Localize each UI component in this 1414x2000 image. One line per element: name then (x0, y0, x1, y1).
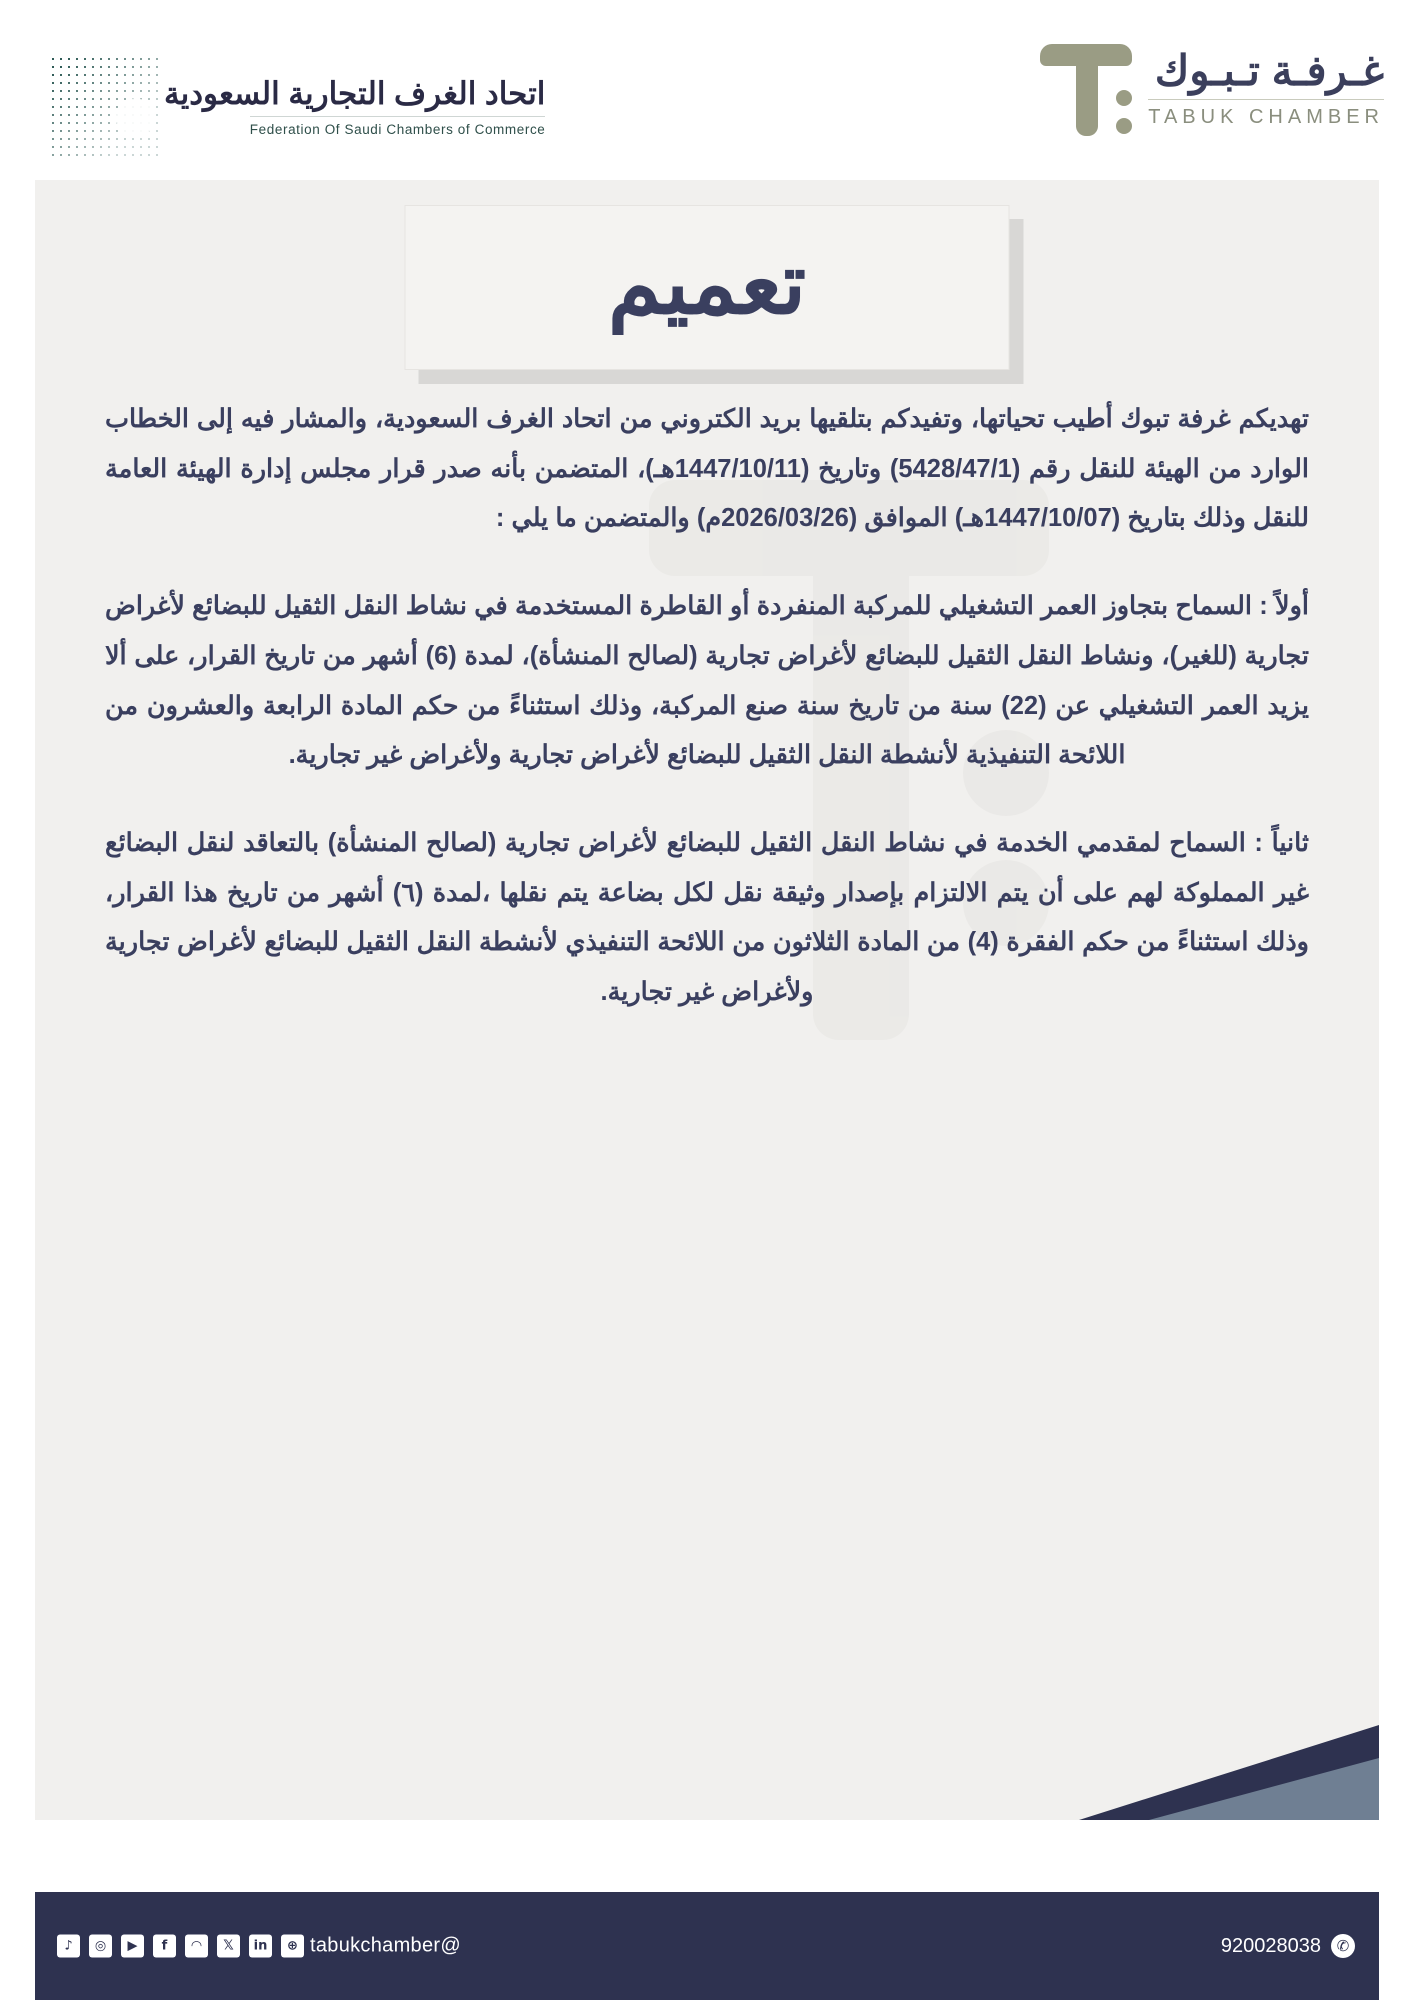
tiktok-icon[interactable]: ♪ (57, 1935, 80, 1958)
document-sheet (35, 180, 1379, 1820)
document-body (105, 395, 1309, 1056)
federation-arabic-name: اتحاد الغرف التجارية السعودية (164, 76, 546, 111)
youtube-icon[interactable]: ▶ (121, 1935, 144, 1958)
page-title: تعميم (607, 235, 807, 332)
instagram-icon[interactable]: ◎ (89, 1935, 112, 1958)
snapchat-icon[interactable]: ◠ (185, 1935, 208, 1958)
paragraph-clause-first: أولاً : السماح بتجاوز العمر التشغيلي للمركبة المنفردة أو القاطرة المستخدمة في نشاط النقل الثقيل للبضائع لأغراض تجارية (للغير)، ونشاط النقل الثقيل للبضائع لأغراض تجارية (لصالح المنشأة)، لمدة (6) أشهر من تاريخ القرار، على ألا يزيد العمر التشغيلي عن (22) سنة من تاريخ سنة صنع المركبة، وذلك استثناءً من حكم المادة الرابعة والعشرون من اللائحة التنفيذية لأنشطة النقل الثقيل للبضائع لأغراض تجارية ولأغراض غير تجارية. (105, 592, 1309, 770)
linkedin-icon[interactable]: in (249, 1935, 272, 1958)
dotted-gradient-logo-icon (49, 55, 164, 160)
page-header (0, 0, 1414, 180)
page-footer (35, 1892, 1379, 2000)
social-handle[interactable]: @tabukchamber (310, 1934, 461, 1957)
tabuk-logo-text (1148, 46, 1384, 129)
whatsapp-contact[interactable] (1221, 1934, 1355, 1958)
whatsapp-number: 920028038 (1220, 1934, 1321, 1957)
x-twitter-icon[interactable]: 𝕏 (217, 1935, 240, 1958)
paragraph-clause-second: ثانياً : السماح لمقدمي الخدمة في نشاط النقل الثقيل للبضائع لأغراض تجارية (لصالح المنشأة) بالتعاقد لنقل البضائع غير المملوكة لهم على أن يتم الالتزام بإصدار وثيقة نقل لكل بضاعة يتم نقلها ،لمدة (٦) أشهر من تاريخ هذا القرار، وذلك استثناءً من حكم الفقرة (4) من المادة الثلاثون من اللائحة التنفيذي لأنشطة النقل الثقيل للبضائع لأغراض تجارية ولأغراض غير تجارية. (105, 829, 1309, 1007)
website-icon[interactable]: ⊕ (281, 1935, 304, 1958)
paragraph-intro: تهديكم غرفة تبوك أطيب تحياتها، وتفيدكم بتلقيها بريد الكتروني من اتحاد الغرف السعودية، والمشار فيه إلى الخطاب الوارد من الهيئة للنقل رقم (5428/47/1) وتاريخ (1447/10/11هـ)، المتضمن بأنه صدر قرار مجلس إدارة الهيئة العامة للنقل وذلك بتاريخ (1447/10/07هـ) الموافق (2026/03/26م) والمتضمن ما يلي : (105, 405, 1310, 533)
whatsapp-icon: ✆ (1331, 1934, 1355, 1958)
accent-stripe-steel (1149, 1758, 1379, 1820)
social-links (57, 1935, 304, 1958)
federation-english-name: Federation Of Saudi Chambers of Commerce (250, 116, 546, 137)
tabuk-chamber-logo (1037, 30, 1384, 145)
chamber-arabic-name: غـرفـة تـبـوك (1154, 47, 1384, 94)
document-title-box (405, 205, 1010, 370)
chamber-english-name: TABUK CHAMBER (1148, 99, 1384, 129)
tabuk-monogram-icon (1037, 38, 1132, 138)
federation-logo (35, 55, 565, 160)
federation-logo-text (164, 76, 545, 139)
facebook-icon[interactable]: f (153, 1935, 176, 1958)
